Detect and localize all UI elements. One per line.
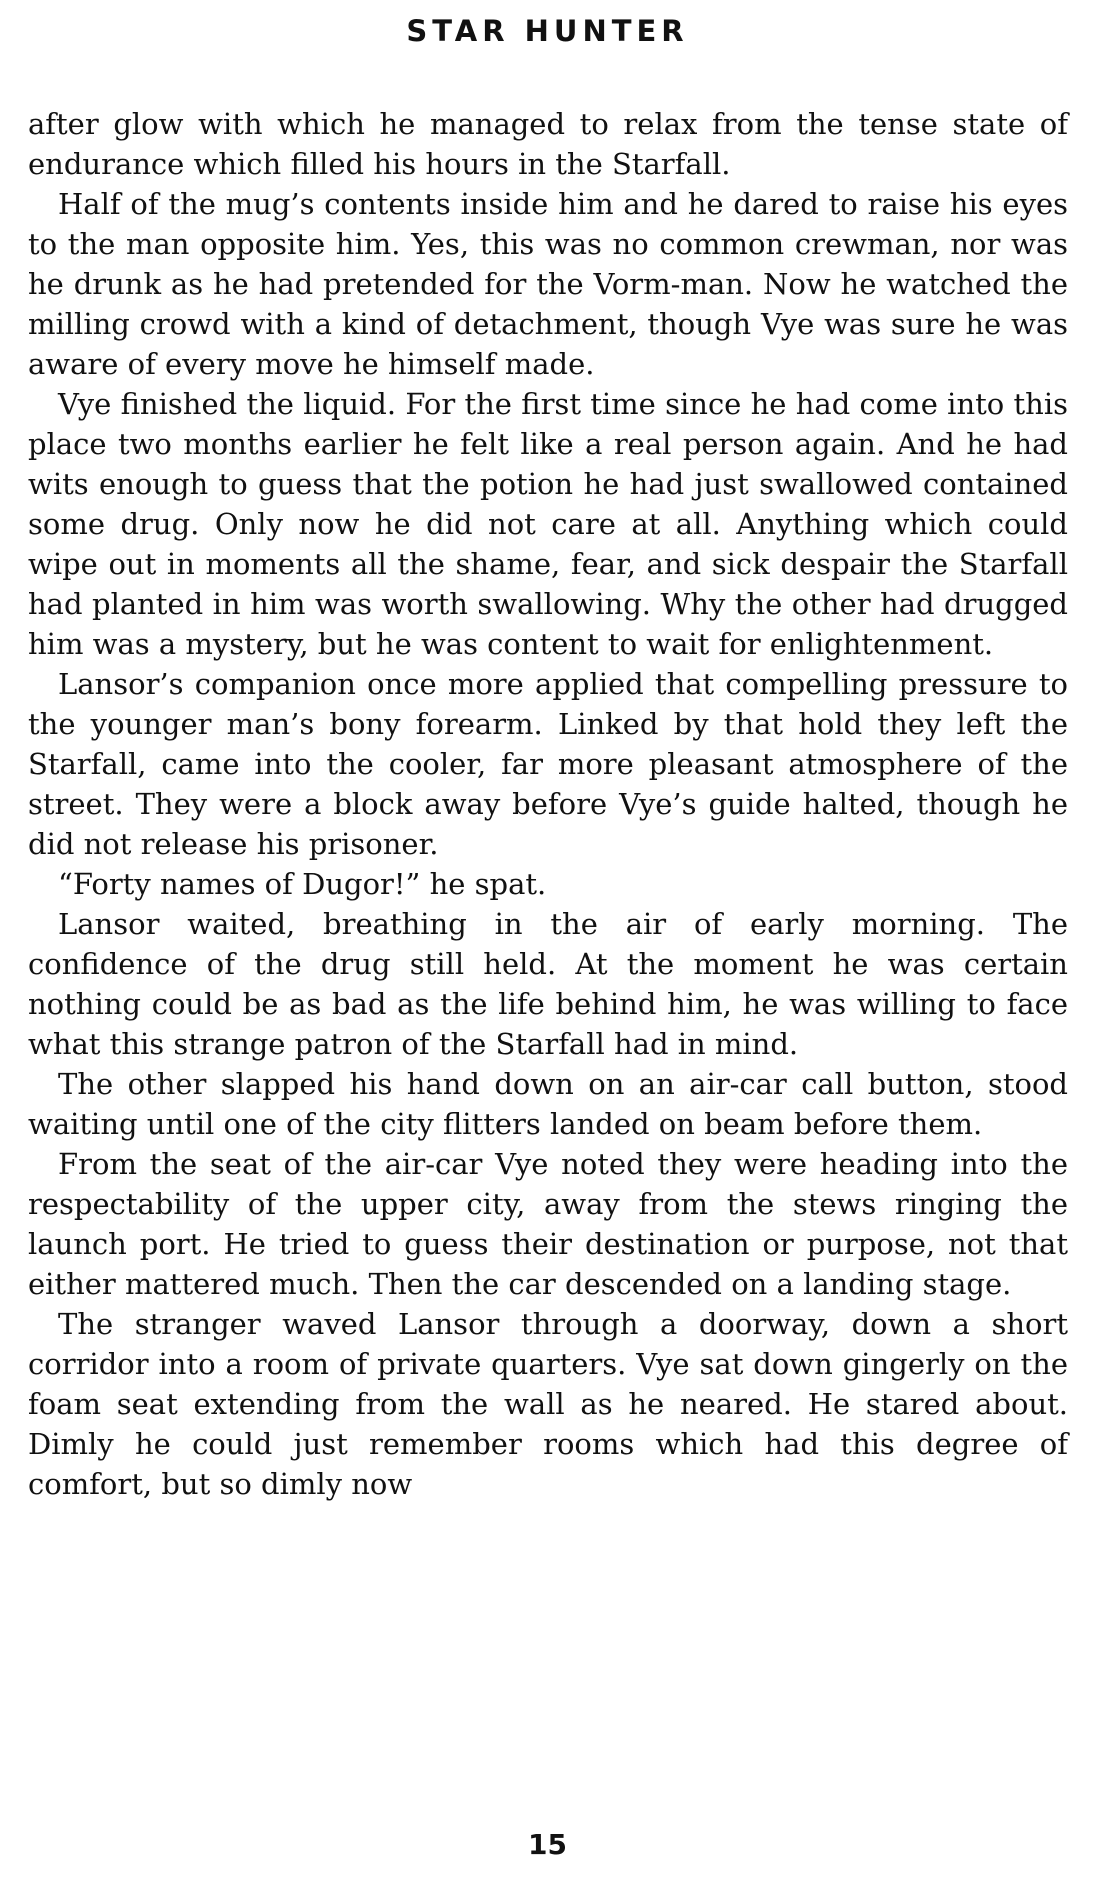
body-text <box>28 104 1068 1504</box>
paragraph: after glow with which he managed to relax from the tense state of endurance which filled his hours in the Starfall. <box>28 107 1068 181</box>
running-head: STAR HUNTER <box>406 14 689 48</box>
paragraph: Half of the mug’s contents inside him and he dared to raise his eyes to the man opposite him. Yes, this was no common crewman, nor was he drunk as he had pretended for the Vorm-man. Now he watched the milling crowd with a kind of detachment, though Vye was sure he was aware of every move he himself made. <box>28 187 1068 381</box>
paragraph: The stranger waved Lansor through a doorway, down a short corridor into a room of private quarters. Vye sat down gingerly on the foam seat extending from the wall as he neared. He stared about. Dimly he could just remember rooms which had this degree of comfort, but so dimly now <box>28 1307 1068 1501</box>
paragraph: Lansor’s companion once more applied that compelling pressure to the younger man’s bony forearm. Linked by that hold they left the Starfall, came into the cooler, far more pleasant atmosphere of the street. They were a block away before Vye’s guide halted, though he did not release his prisoner. <box>28 667 1068 861</box>
paragraph: “Forty names of Dugor!” he spat. <box>58 867 547 901</box>
paragraph: Lansor waited, breathing in the air of early morning. The confidence of the drug still held. At the moment he was certain nothing could be as bad as the life behind him, he was willing to face what this strange patron of the Starfall had in mind. <box>28 907 1068 1061</box>
page-number: 15 <box>528 1828 567 1861</box>
paragraph: From the seat of the air-car Vye noted they were heading into the respectability of the upper city, away from the stews ringing the launch port. He tried to guess their destination or purpose, not that either mattered much. Then the car descended on a landing stage. <box>28 1147 1068 1301</box>
paragraph: Vye finished the liquid. For the first time since he had come into this place two months earlier he felt like a real person again. And he had wits enough to guess that the potion he had just swallowed contained some drug. Only now he did not care at all. Anything which could wipe out in moments all the shame, fear, and sick despair the Starfall had planted in him was worth swallowing. Why the other had drugged him was a mystery, but he was content to wait for enlightenment. <box>28 387 1068 661</box>
paragraph: The other slapped his hand down on an air-car call button, stood waiting until one of the city flitters landed on beam before them. <box>28 1067 1068 1141</box>
